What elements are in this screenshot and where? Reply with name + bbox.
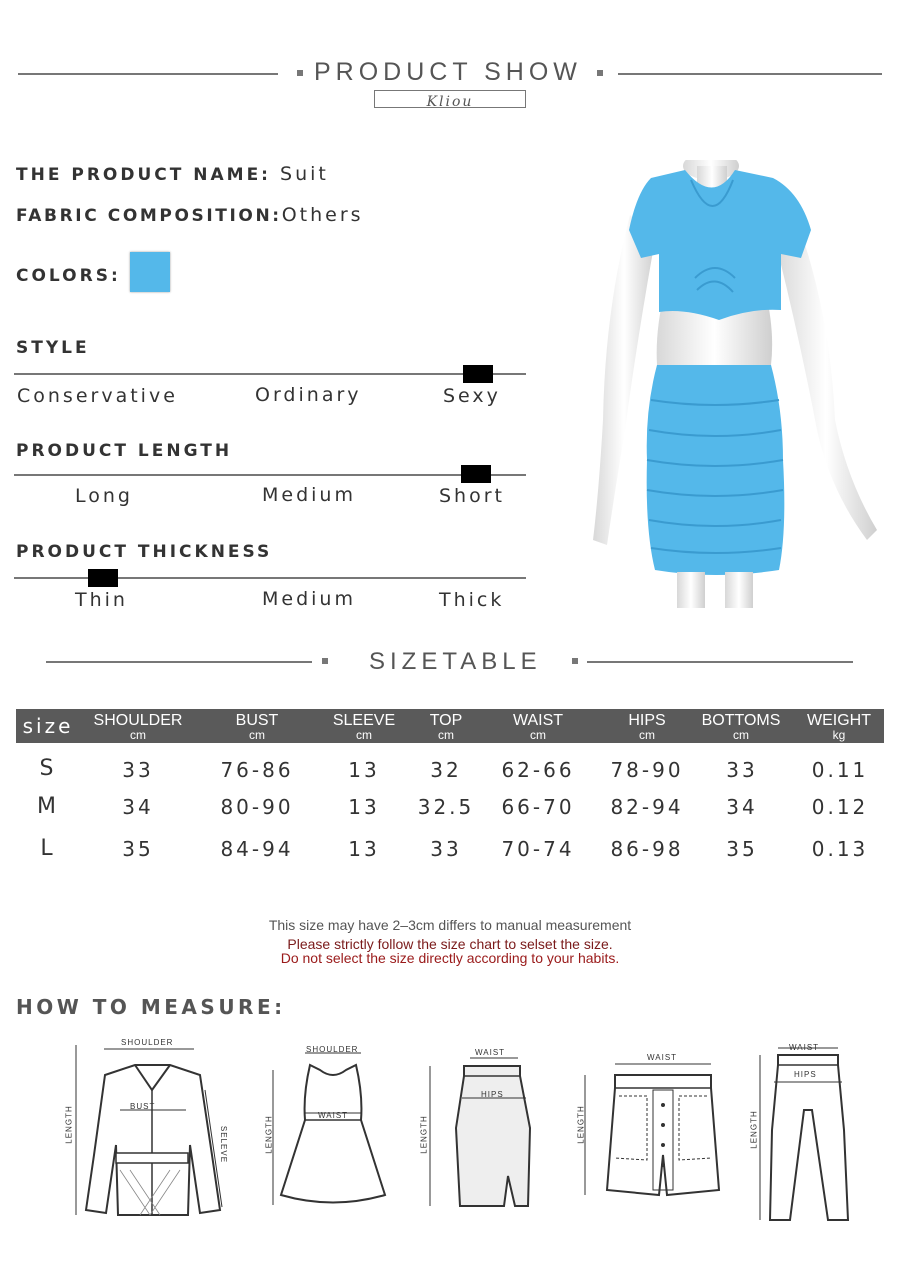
cell-bust: 84-94 bbox=[220, 837, 294, 861]
length-marker bbox=[461, 465, 491, 483]
col-header-top bbox=[406, 712, 486, 741]
cell-weight: 0.11 bbox=[811, 758, 869, 782]
col-name: BUST bbox=[235, 712, 279, 729]
col-unit: kg bbox=[832, 728, 846, 742]
skirt-waist-label: WAIST bbox=[475, 1048, 506, 1057]
dress-length-label: LENGTH bbox=[264, 1115, 274, 1154]
size-warning-2: Do not select the size directly according to your habits. bbox=[280, 950, 620, 966]
product-name-value: Suit bbox=[280, 163, 329, 185]
cell-sleeve: 13 bbox=[348, 758, 380, 782]
skirt bbox=[647, 365, 785, 575]
cell-waist: 66-70 bbox=[501, 795, 575, 819]
shorts-diagram bbox=[575, 1050, 735, 1205]
header-rule-right bbox=[618, 73, 882, 75]
size-header bbox=[20, 714, 76, 738]
col-name: WAIST bbox=[512, 712, 564, 729]
pants-waist-label: WAIST bbox=[789, 1043, 820, 1052]
cell-hips: 86-98 bbox=[610, 837, 684, 861]
length-label: PRODUCT LENGTH bbox=[16, 441, 233, 461]
color-swatch[interactable] bbox=[130, 252, 170, 292]
row-size: M bbox=[37, 794, 59, 819]
cell-waist: 70-74 bbox=[501, 837, 575, 861]
style-option-conservative: Conservative bbox=[17, 385, 178, 407]
size-header-label: size bbox=[22, 714, 74, 738]
dress-diagram bbox=[265, 1045, 395, 1210]
length-option-medium: Medium bbox=[262, 484, 356, 506]
skirt-hips-label: HIPS bbox=[481, 1090, 504, 1099]
pants-length-label: LENGTH bbox=[749, 1110, 759, 1149]
cell-waist: 62-66 bbox=[501, 758, 575, 782]
crop-top bbox=[629, 170, 811, 320]
col-unit: cm bbox=[130, 728, 146, 742]
cell-hips: 78-90 bbox=[610, 758, 684, 782]
dress-waist-label: WAIST bbox=[318, 1111, 349, 1120]
col-unit: cm bbox=[356, 728, 372, 742]
cell-shoulder: 35 bbox=[122, 837, 154, 861]
pants-diagram bbox=[748, 1040, 858, 1225]
col-header-bottoms bbox=[690, 712, 792, 741]
col-header-shoulder bbox=[88, 712, 188, 741]
sizetable-bullet-right bbox=[572, 658, 578, 664]
cell-weight: 0.13 bbox=[811, 837, 869, 861]
product-name-label: THE PRODUCT NAME: bbox=[16, 165, 271, 185]
jacket-sleeve-label: SELEVE bbox=[219, 1125, 229, 1164]
shorts-length-label: LENGTH bbox=[576, 1105, 586, 1144]
cell-sleeve: 13 bbox=[348, 795, 380, 819]
fabric-row bbox=[16, 204, 364, 226]
cell-bust: 80-90 bbox=[220, 795, 294, 819]
cell-sleeve: 13 bbox=[348, 837, 380, 861]
cell-bottoms: 34 bbox=[726, 795, 758, 819]
cell-bottoms: 33 bbox=[726, 758, 758, 782]
product-photo bbox=[585, 160, 885, 608]
col-unit: cm bbox=[733, 728, 749, 742]
col-unit: cm bbox=[249, 728, 265, 742]
col-name: HIPS bbox=[628, 712, 666, 729]
jacket-diagram bbox=[60, 1035, 240, 1220]
style-marker bbox=[463, 365, 493, 383]
thickness-option-thick: Thick bbox=[439, 589, 505, 611]
fabric-value: Others bbox=[281, 204, 364, 226]
skirt-diagram bbox=[420, 1048, 540, 1213]
col-unit: cm bbox=[639, 728, 655, 742]
jacket-bust-label: BUST bbox=[130, 1102, 156, 1111]
cell-shoulder: 34 bbox=[122, 795, 154, 819]
cell-bust: 76-86 bbox=[220, 758, 294, 782]
length-option-short: Short bbox=[439, 485, 505, 507]
style-option-sexy: Sexy bbox=[443, 385, 501, 407]
jacket-shoulder-label: SHOULDER bbox=[121, 1038, 174, 1047]
fabric-label: FABRIC COMPOSITION: bbox=[16, 206, 282, 226]
product-name-row bbox=[16, 163, 329, 185]
cell-weight: 0.12 bbox=[811, 795, 869, 819]
cell-bottoms: 35 bbox=[726, 837, 758, 861]
col-name: WEIGHT bbox=[807, 712, 871, 729]
pants-hips-label: HIPS bbox=[794, 1070, 817, 1079]
col-name: SLEEVE bbox=[332, 712, 396, 729]
col-name: TOP bbox=[429, 712, 463, 729]
style-label: STYLE bbox=[16, 338, 90, 358]
measurement-note: This size may have 2–3cm differs to manual measurement bbox=[268, 917, 632, 933]
dress-shoulder-label: SHOULDER bbox=[306, 1045, 359, 1054]
skirt-length-label: LENGTH bbox=[419, 1115, 429, 1154]
how-to-measure-title: HOW TO MEASURE: bbox=[16, 995, 286, 1019]
col-unit: cm bbox=[438, 728, 454, 742]
brand-name: Kliou bbox=[426, 94, 474, 110]
col-name: BOTTOMS bbox=[701, 712, 781, 729]
col-header-sleeve bbox=[314, 712, 414, 741]
cell-top: 32 bbox=[430, 758, 462, 782]
colors-label: COLORS: bbox=[16, 266, 121, 286]
sizetable-title: SIZETABLE bbox=[369, 648, 542, 675]
size-warning-1: Please strictly follow the size chart to selset the size. bbox=[287, 936, 613, 952]
row-size: S bbox=[39, 756, 57, 781]
col-header-bust bbox=[207, 712, 307, 741]
cell-top: 33 bbox=[430, 837, 462, 861]
header-bullet-left bbox=[297, 70, 303, 76]
sizetable-rule-left bbox=[46, 661, 312, 663]
col-name: SHOULDER bbox=[93, 712, 183, 729]
col-unit: cm bbox=[530, 728, 546, 742]
length-option-long: Long bbox=[75, 485, 133, 507]
col-header-hips bbox=[597, 712, 697, 741]
cell-shoulder: 33 bbox=[122, 758, 154, 782]
sizetable-rule-right bbox=[587, 661, 853, 663]
style-scale bbox=[14, 373, 526, 375]
thickness-marker bbox=[88, 569, 118, 587]
page-title: PRODUCT SHOW bbox=[314, 58, 582, 86]
cell-top: 32.5 bbox=[417, 795, 475, 819]
row-size: L bbox=[40, 836, 56, 861]
thickness-option-medium: Medium bbox=[262, 588, 356, 610]
cell-hips: 82-94 bbox=[610, 795, 684, 819]
sizetable-bullet-left bbox=[322, 658, 328, 664]
col-header-weight bbox=[798, 712, 880, 741]
col-header-waist bbox=[488, 712, 588, 741]
header-rule-left bbox=[18, 73, 278, 75]
shorts-waist-label: WAIST bbox=[647, 1053, 678, 1062]
thickness-label: PRODUCT THICKNESS bbox=[16, 542, 273, 562]
jacket-length-label: LENGTH bbox=[64, 1105, 74, 1144]
length-scale bbox=[14, 474, 526, 476]
header-bullet-right bbox=[597, 70, 603, 76]
style-option-ordinary: Ordinary bbox=[255, 384, 362, 406]
thickness-option-thin: Thin bbox=[75, 589, 128, 611]
brand-box bbox=[374, 90, 526, 108]
